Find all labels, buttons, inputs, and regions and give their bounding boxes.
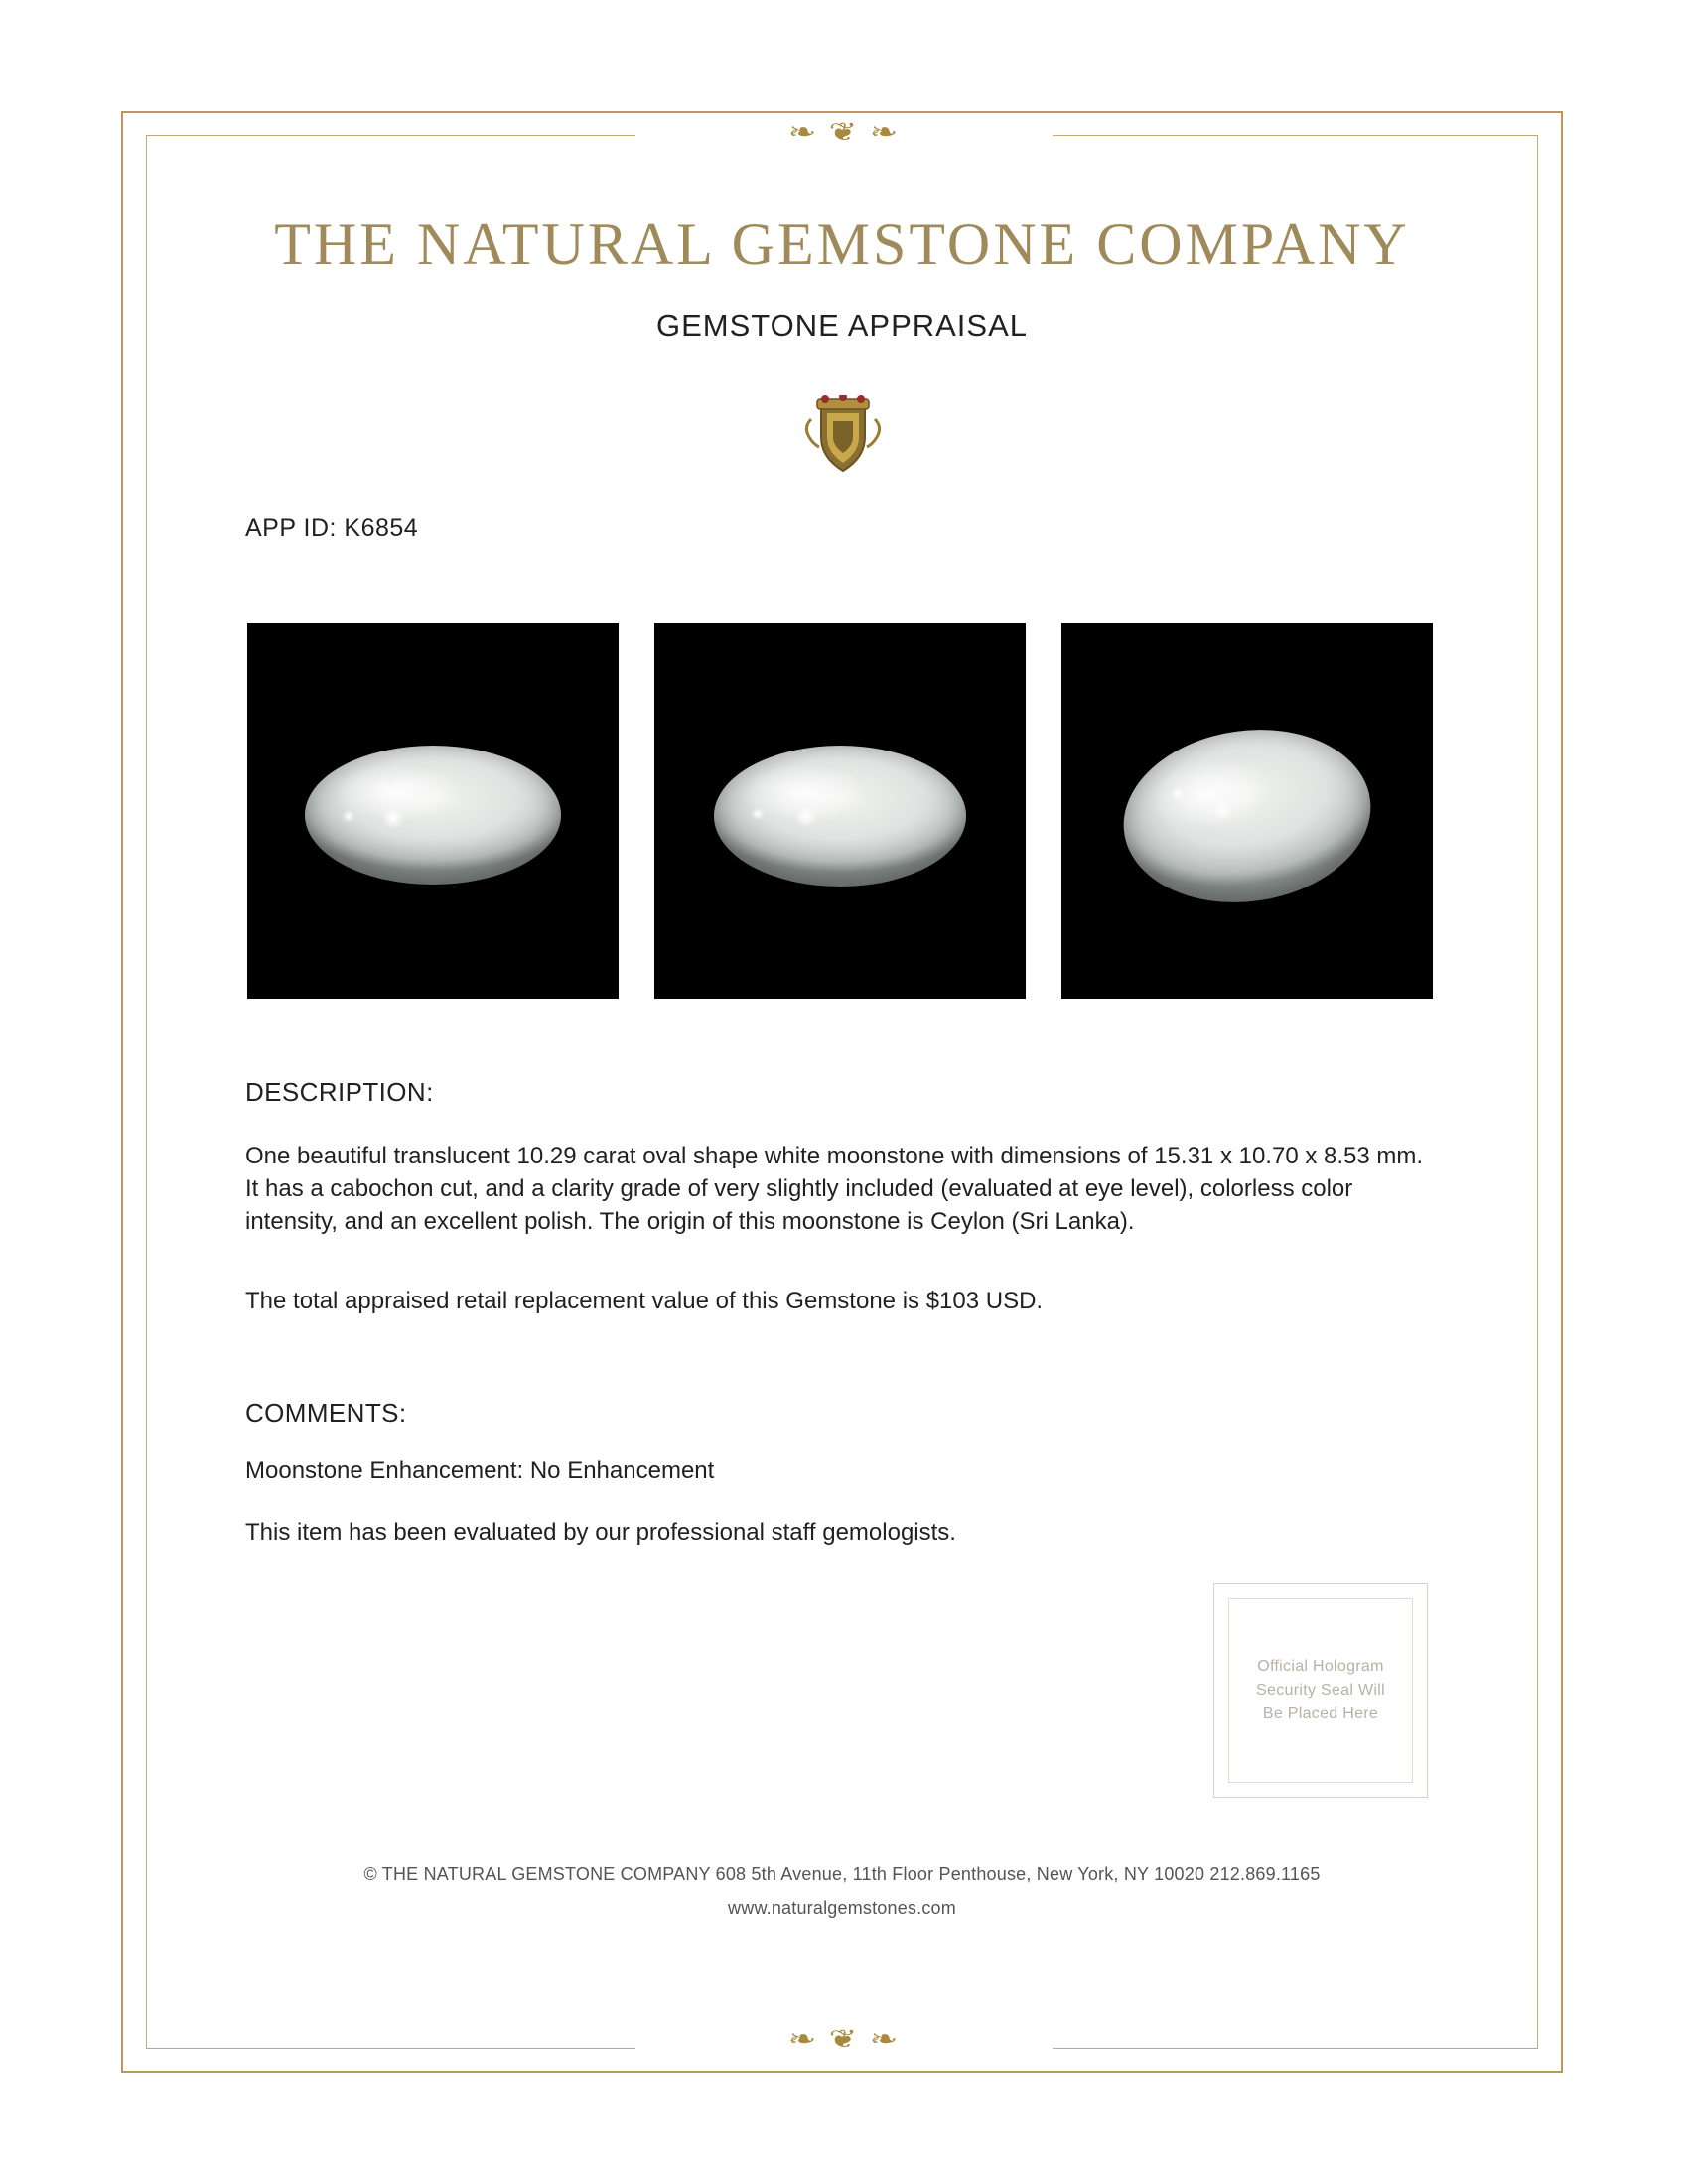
gem-highlight [793,808,819,826]
description-text: One beautiful translucent 10.29 carat oval shape white moonstone with dimensions of 15.31 x 10.70 x 8.53 mm. It has a cabochon cut, and a clarity grade of very slightly included (evaluated at eye level), colorless color intensity, and an excellent polish. The origin of this moonstone is Ceylon (Sri Lanka). [245,1143,1424,1235]
gem-highlight [1210,802,1234,820]
gem-highlight [1171,788,1185,799]
comment-evaluation: This item has been evaluated by our professional staff gemologists. [245,1519,956,1546]
hologram-inner-border [1228,1598,1413,1783]
crest-icon [787,395,899,477]
footer-address: © THE NATURAL GEMSTONE COMPANY 608 5th Avenue, 11th Floor Penthouse, New York, NY 10020 212.869.1165 [363,1864,1321,1884]
gem-image-angled [1112,714,1382,917]
gemstone-photo-2 [654,623,1026,999]
hologram-line-2: Security Seal Will [1256,1682,1385,1699]
flourish-bottom-glyph: ❧ ❦ ❧ [787,2025,901,2054]
hologram-seal-placeholder [1213,1583,1428,1798]
gemstone-photo-3 [1061,623,1433,999]
document-subtitle: GEMSTONE APPRAISAL [655,308,1029,342]
gem-highlight [380,808,406,828]
gem-highlight [341,810,356,822]
hologram-text [1256,1655,1385,1726]
comment-enhancement: Moonstone Enhancement: No Enhancement [245,1457,715,1484]
company-title: THE NATURAL GEMSTONE COMPANY [274,211,1410,277]
ornament-top [635,116,1053,150]
appraised-value-text: The total appraised retail replacement value of this Gemstone is $103 USD. [245,1288,1044,1314]
ornament-bottom [635,2023,1053,2057]
gemstone-photo-gallery [247,623,1439,1003]
hologram-line-3: Be Placed Here [1262,1706,1379,1722]
gemstone-photo-1 [247,623,619,999]
footer-website: www.naturalgemstones.com [728,1898,956,1918]
comments-label: COMMENTS: [245,1398,407,1428]
flourish-top-glyph: ❧ ❦ ❧ [787,118,901,147]
app-id: APP ID: K6854 [245,514,419,542]
hologram-line-1: Official Hologram [1257,1658,1384,1675]
description-label: DESCRIPTION: [245,1077,434,1107]
gem-highlight [750,808,766,820]
